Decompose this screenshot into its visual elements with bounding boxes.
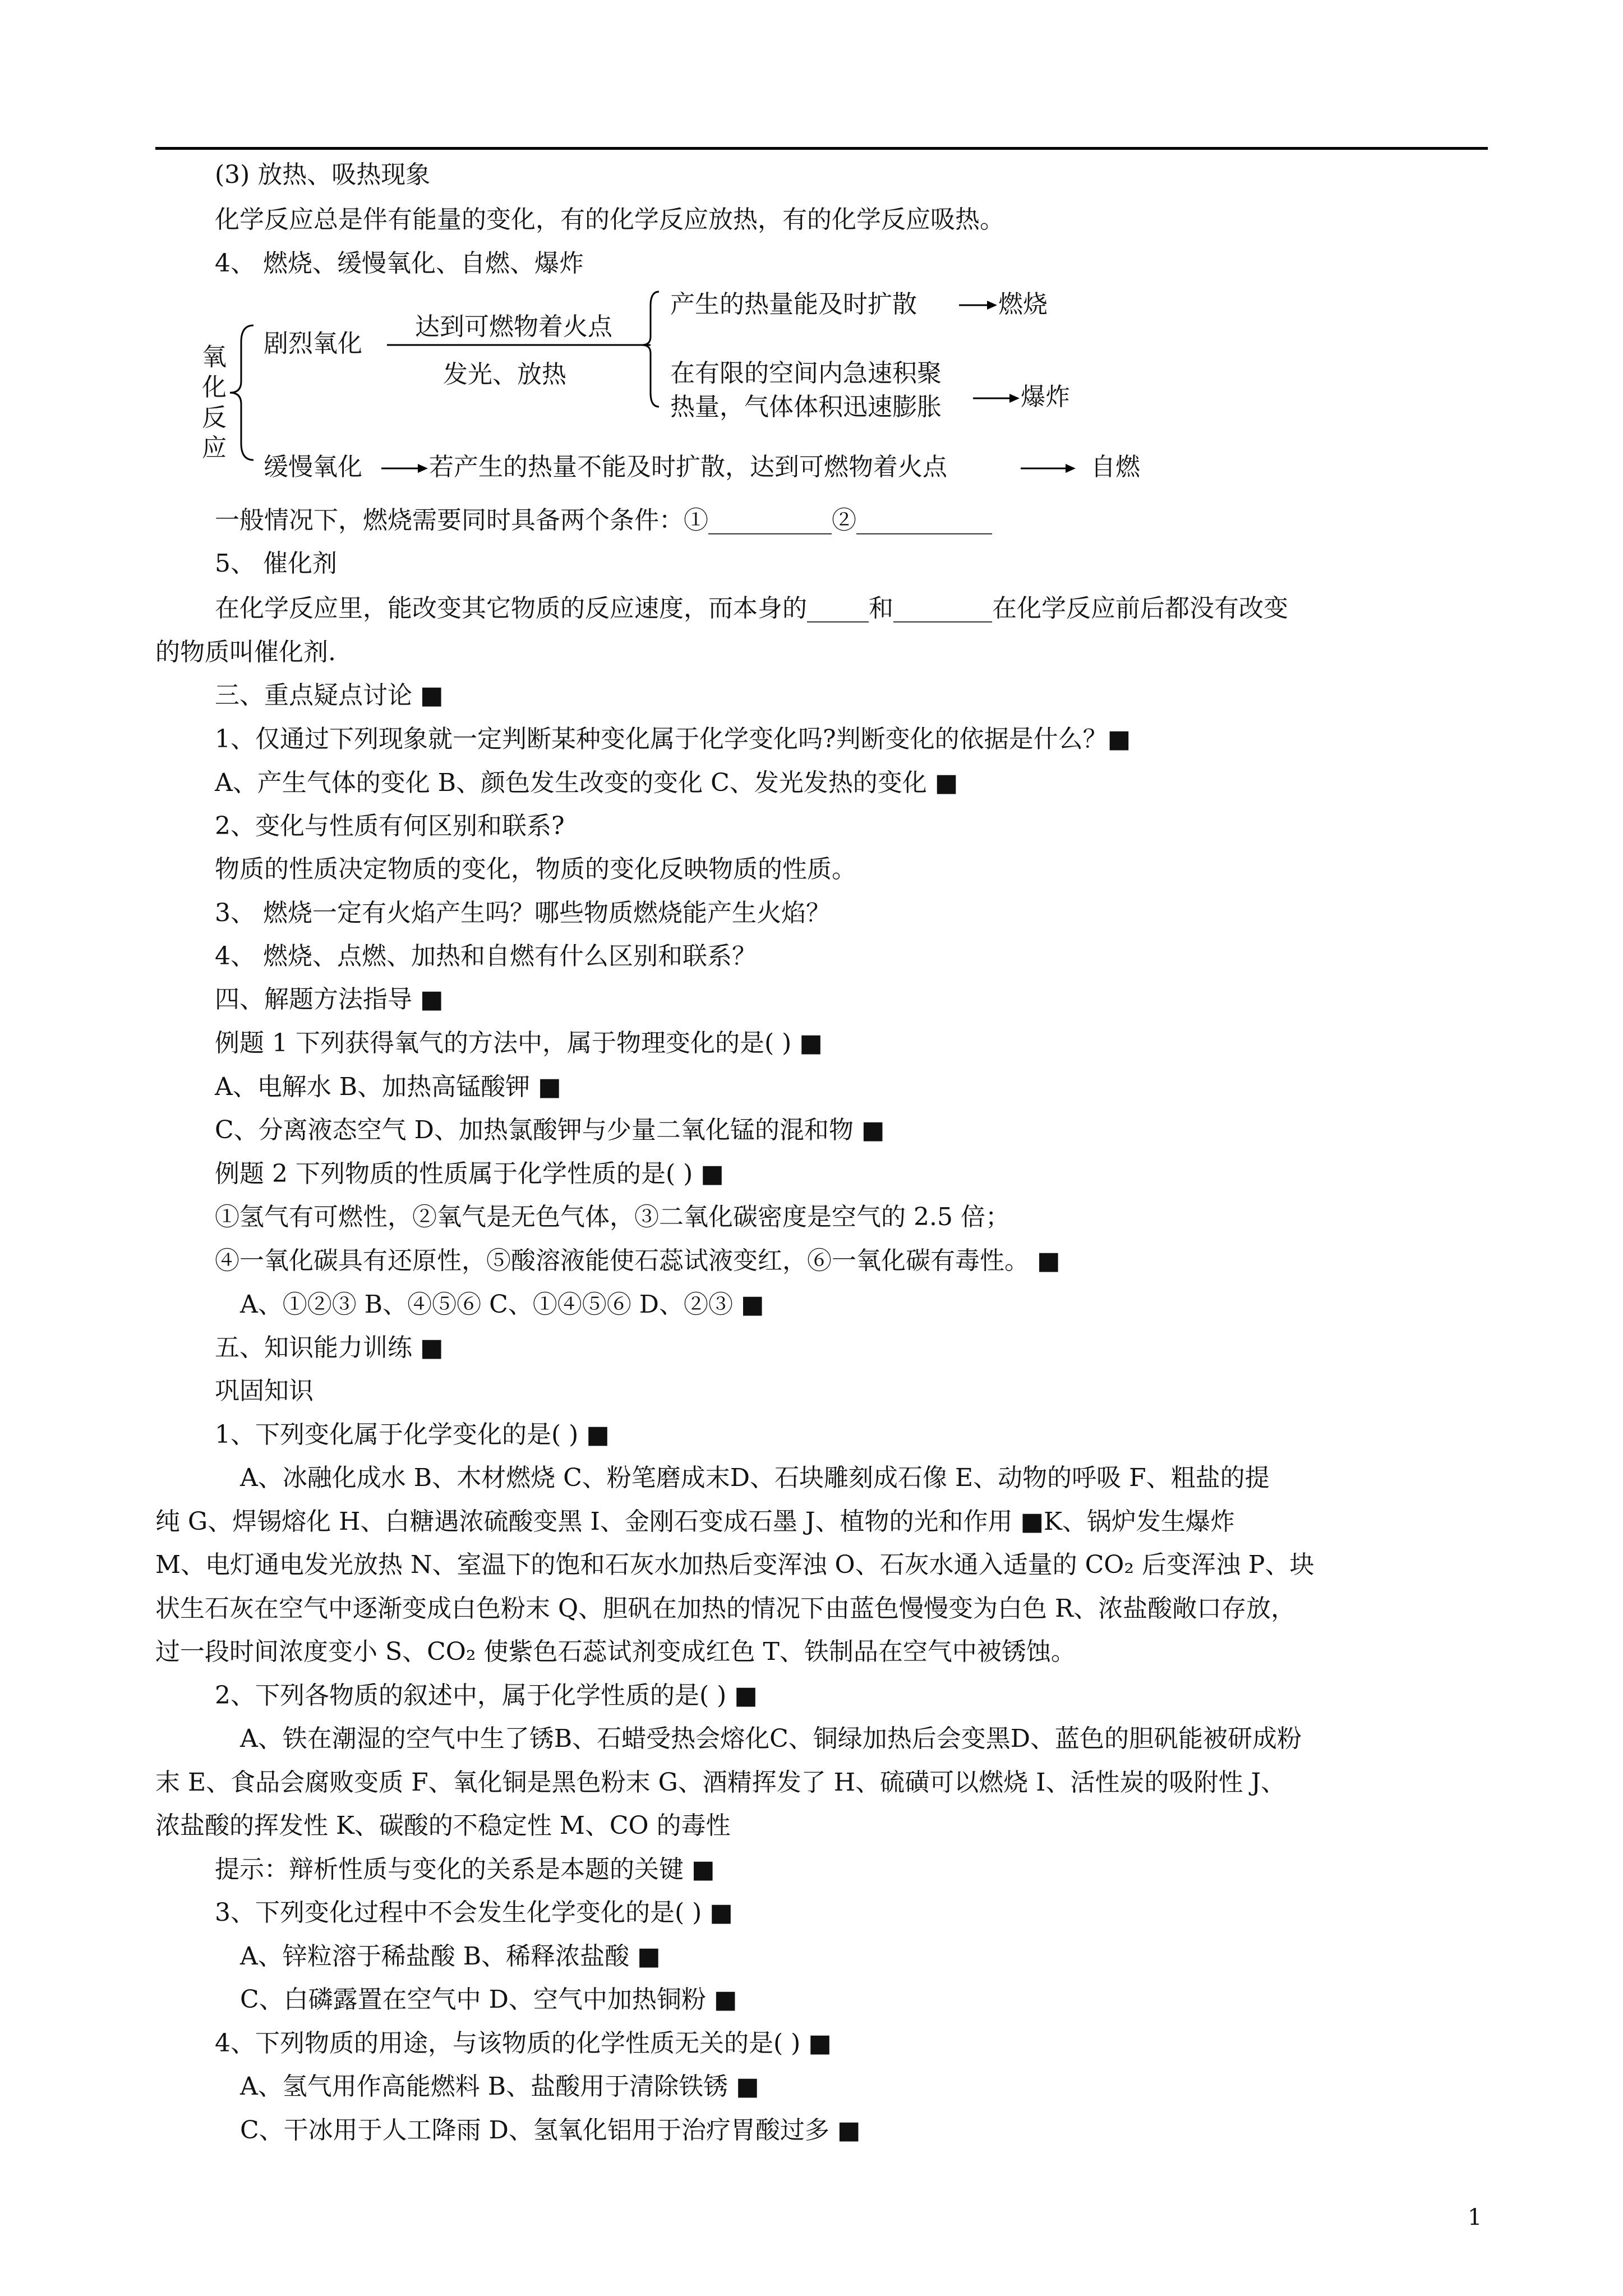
text-line: 4、 燃烧、缓慢氧化、自燃、爆炸: [215, 249, 584, 278]
text-line: A、冰融化成水 B、木材燃烧 C、粉笔磨成末D、石块雕刻成石像 E、动物的呼吸 F、粗盐的提: [240, 1464, 1270, 1492]
text-line: 四、解题方法指导 ■: [215, 985, 444, 1014]
text-line: C、分离液态空气 D、加热氯酸钾与少量二氧化锰的混和物 ■: [215, 1116, 885, 1144]
text-line: 状生石灰在空气中逐渐变成白色粉末 Q、胆矾在加热的情况下由蓝色慢慢变为白色 R、浓盐酸敞口存放，: [155, 1594, 1296, 1623]
text-line: A、①②③ B、④⑤⑥ C、①④⑤⑥ D、②③ ■: [240, 1290, 764, 1319]
intense-oxidation-label: 剧烈氧化: [264, 329, 362, 358]
text-line: 纯 G、焊锡熔化 H、白糖遇浓硫酸变黑 I、金刚石变成石墨 J、植物的光和作用 ■K、锅炉发生爆炸: [155, 1507, 1235, 1536]
branch1-label: 产生的热量能及时扩散: [670, 290, 917, 319]
text-line: 3、 燃烧一定有火焰产生吗？哪些物质燃烧能产生火焰？: [215, 899, 831, 927]
slow-condition-label: 若产生的热量不能及时扩散，达到可燃物着火点: [429, 453, 947, 481]
text-line: 三、重点疑点讨论 ■: [215, 681, 444, 710]
text-line: 4、 燃烧、点燃、加热和自燃有什么区别和联系？: [215, 942, 757, 970]
text-line: A、氢气用作高能燃料 B、盐酸用于清除铁锈 ■: [240, 2072, 759, 2101]
text-line: 巩固知识: [215, 1377, 313, 1405]
text-line: 4、下列物质的用途，与该物质的化学性质无关的是( ) ■: [215, 2029, 832, 2058]
condition-top-label: 达到可燃物着火点: [415, 312, 612, 341]
text-line: 提示：辩析性质与变化的关系是本题的关键 ■: [215, 1855, 715, 1884]
text-line: C、干冰用于人工降雨 D、氢氧化铝用于治疗胃酸过多 ■: [240, 2116, 861, 2145]
text-line: 过一段时间浓度变小 S、CO₂ 使紫色石蕊试剂变成红色 T、铁制品在空气中被锈蚀。: [155, 1637, 1076, 1666]
text-line: ①氢气有可燃性，②氧气是无色气体，③二氧化碳密度是空气的 2.5 倍；: [215, 1203, 1010, 1231]
branch2b-label: 热量，气体体积迅速膨胀: [670, 393, 942, 421]
text-line: 一般情况下，燃烧需要同时具备两个条件：①__________②___________: [215, 506, 992, 535]
text-line: 五、知识能力训练 ■: [215, 1333, 444, 1362]
text-line: 5、 催化剂: [215, 549, 337, 578]
text-line: (3) 放热、吸热现象: [215, 160, 431, 189]
text-line: 例题 1 下列获得氧气的方法中，属于物理变化的是( ) ■: [215, 1029, 823, 1057]
text-line: 末 E、食品会腐败变质 F、氧化铜是黑色粉末 G、酒精挥发了 H、硫磺可以燃烧 I、活性炭的吸附性 J、: [155, 1768, 1286, 1797]
branch2a-label: 在有限的空间内急速积聚: [670, 359, 942, 388]
text-line: 3、下列变化过程中不会发生化学变化的是( ) ■: [215, 1898, 733, 1927]
text-line: 在化学反应里，能改变其它物质的反应速度，而本身的_____和________在化学反应前后都没有改变: [215, 594, 1288, 623]
page-number: 1: [1468, 2205, 1482, 2230]
condition-bottom-label: 发光、放热: [443, 360, 566, 389]
text-line: 物质的性质决定物质的变化，物质的变化反映物质的性质。: [215, 855, 856, 884]
oxidation-diagram: [202, 280, 1211, 505]
diagram-root-label: 氧化反应: [202, 343, 227, 462]
result-burning-label: 燃烧: [998, 290, 1048, 319]
text-line: 1、仅通过下列现象就一定判断某种变化属于化学变化吗?判断变化的依据是什么？■: [215, 725, 1131, 753]
result-explosion-label: 爆炸: [1021, 383, 1070, 411]
text-line: 例题 2 下列物质的性质属于化学性质的是( ) ■: [215, 1159, 724, 1188]
text-line: 的物质叫催化剂.: [155, 638, 336, 666]
slow-oxidation-label: 缓慢氧化: [264, 453, 362, 481]
result-spontaneous-label: 自燃: [1091, 453, 1140, 481]
text-line: C、白磷露置在空气中 D、空气中加热铜粉 ■: [240, 1985, 737, 2014]
header-rule: [155, 147, 1488, 150]
text-line: A、电解水 B、加热高锰酸钾 ■: [215, 1073, 561, 1101]
text-line: A、锌粒溶于稀盐酸 B、稀释浓盐酸 ■: [240, 1942, 661, 1971]
text-line: 1、下列变化属于化学变化的是( ) ■: [215, 1420, 610, 1449]
text-line: ④一氧化碳具有还原性，⑤酸溶液能使石蕊试液变红，⑥一氧化碳有毒性。 ■: [215, 1246, 1061, 1275]
text-line: 2、下列各物质的叙述中，属于化学性质的是( ) ■: [215, 1681, 758, 1710]
text-line: 2、变化与性质有何区别和联系?: [215, 812, 565, 840]
text-line: 浓盐酸的挥发性 K、碳酸的不稳定性 M、CO 的毒性: [155, 1811, 731, 1840]
text-line: M、电灯通电发光放热 N、室温下的饱和石灰水加热后变浑浊 O、石灰水通入适量的 CO₂ 后变浑浊 P、块: [155, 1550, 1315, 1579]
text-line: 化学反应总是伴有能量的变化，有的化学反应放热，有的化学反应吸热。: [215, 205, 1004, 234]
text-line: A、产生气体的变化 B、颜色发生改变的变化 C、发光发热的变化 ■: [215, 769, 958, 797]
text-line: A、铁在潮湿的空气中生了锈B、石蜡受热会熔化C、铜绿加热后会变黑D、蓝色的胆矾能被研成粉: [240, 1724, 1302, 1753]
